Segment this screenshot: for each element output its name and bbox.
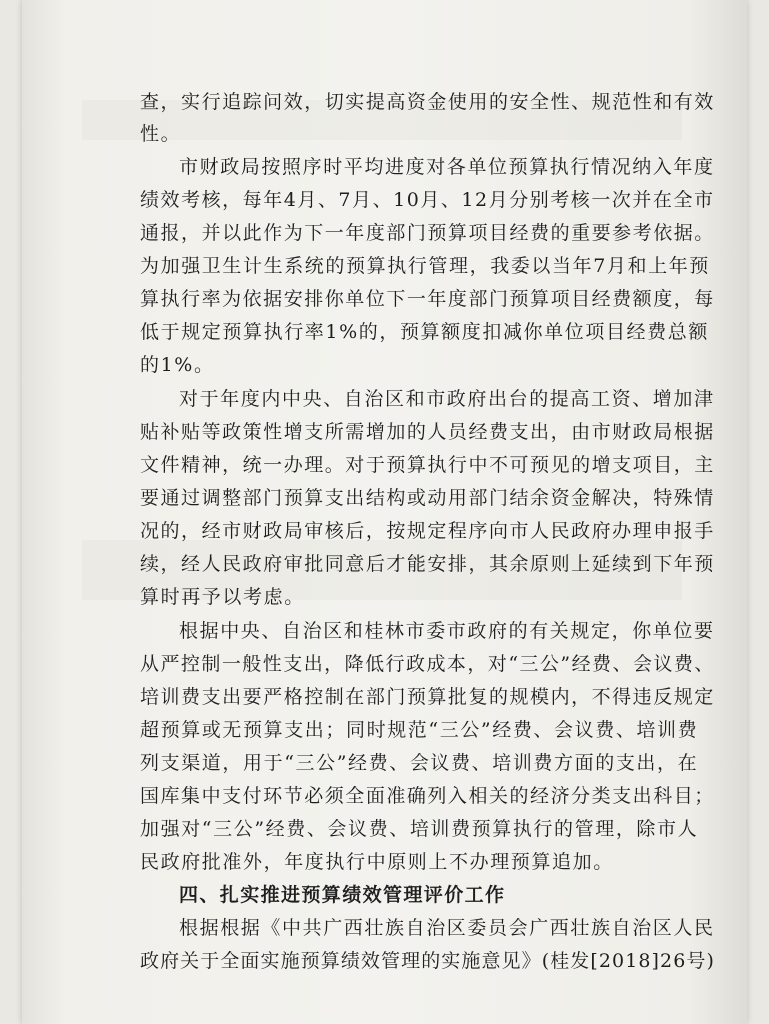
body-line: 贴补贴等政策性增支所需增加的人员经费支出，由市财政局根据 — [140, 421, 715, 443]
body-line: 低于规定预算执行率1%的，预算额度扣减你单位项目经费总额 — [140, 321, 709, 343]
paragraph-first-line: 根据根据《中共广西壮族自治区委员会广西壮族自治区人民 — [179, 917, 715, 939]
body-line: 从严控制一般性支出，降低行政成本，对“三公”经费、会议费、 — [140, 653, 715, 675]
body-line: 民政府批准外，年度执行中原则上不办理预算追加。 — [140, 851, 614, 873]
document-page — [22, 0, 747, 1024]
body-line: 文件精神，统一办理。对于预算执行中不可预见的增支项目，主 — [140, 454, 715, 476]
body-line: 查，实行追踪问效，切实提高资金使用的安全性、规范性和有效 — [140, 91, 715, 113]
body-line: 国库集中支付环节必须全面准确列入相关的经济分类支出科目； — [140, 785, 715, 807]
body-line: 加强对“三公”经费、会议费、培训费预算执行的管理，除市人 — [140, 818, 699, 840]
paragraph-first-line: 对于年度内中央、自治区和市政府出台的提高工资、增加津 — [179, 388, 715, 410]
body-line: 算时再予以考虑。 — [140, 586, 305, 608]
body-line: 续，经人民政府审批同意后才能安排，其余原则上延续到下年预 — [140, 553, 715, 575]
body-line: 超预算或无预算支出；同时规范“三公”经费、会议费、培训费 — [140, 719, 699, 741]
body-line: 为加强卫生计生系统的预算执行管理，我委以当年7月和上年预 — [140, 255, 710, 277]
body-line: 况的，经市财政局审核后，按规定程序向市人民政府办理申报手 — [140, 520, 715, 542]
section-heading: 四、扎实推进预算绩效管理评价工作 — [179, 884, 506, 906]
paragraph-first-line: 市财政局按照序时平均进度对各单位预算执行情况纳入年度 — [179, 156, 715, 178]
paragraph-first-line: 根据中央、自治区和桂林市委市政府的有关规定，你单位要 — [179, 620, 715, 642]
body-line: 要通过调整部门预算支出结构或动用部门结余资金解决，特殊情 — [140, 487, 715, 509]
body-line: 列支渠道，用于“三公”经费、会议费、培训费方面的支出，在 — [140, 752, 699, 774]
body-line: 绩效考核，每年4月、7月、10月、12月分别考核一次并在全市 — [140, 189, 715, 211]
body-line: 性。 — [140, 123, 182, 145]
body-line: 政府关于全面实施预算绩效管理的实施意见》(桂发[2018]26号) — [140, 950, 715, 972]
body-line: 的1%。 — [140, 354, 215, 376]
body-line: 通报，并以此作为下一年度部门预算项目经费的重要参考依据。 — [140, 222, 715, 244]
body-line: 算执行率为依据安排你单位下一年度部门预算项目经费额度，每 — [140, 288, 715, 310]
body-line: 培训费支出要严格控制在部门预算批复的规模内，不得违反规定 — [140, 686, 715, 708]
